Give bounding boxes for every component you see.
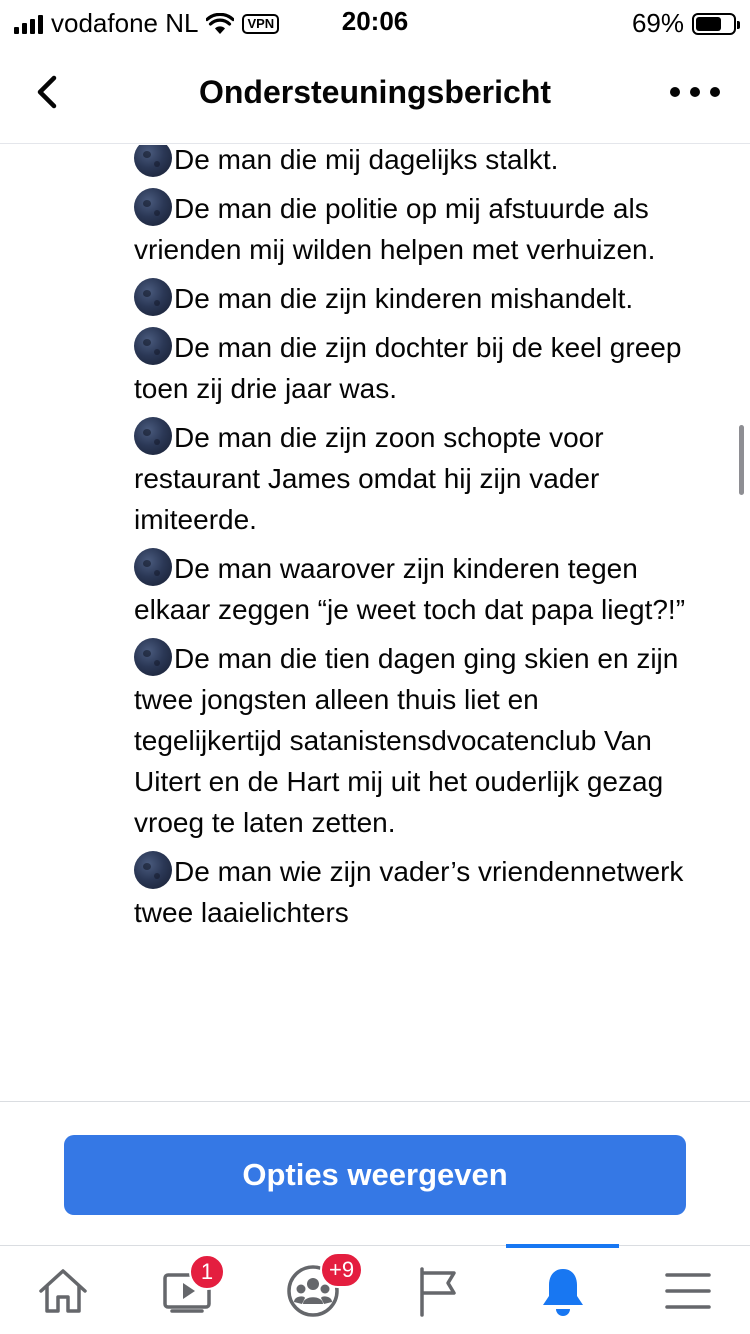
flag-icon [416,1265,460,1317]
tab-pages[interactable] [375,1246,500,1334]
hamburger-menu-icon [664,1271,712,1311]
paragraph-text: De man wie zijn vader’s vriendennetwerk twee laaielichters [134,856,684,928]
navigation-header [0,44,750,144]
paragraph-text: De man die politie op mij afstuurde als vrienden mij wilden helpen met verhuizen. [134,193,656,265]
new-moon-emoji-icon [134,548,172,586]
new-moon-emoji-icon [134,851,172,889]
paragraph-text: De man die mij dagelijks stalkt. [174,145,559,175]
carrier-name: vodafone NL [51,8,199,38]
paragraph [134,278,694,319]
new-moon-emoji-icon [134,417,172,455]
new-moon-emoji-icon [134,145,172,177]
home-icon [37,1267,89,1315]
battery-level [696,17,721,31]
battery-percentage: 69% [631,8,684,38]
paragraph-text: De man die tien dagen ging skien en zijn twee jongsten alleen thuis liet en tegelijkertijd satanistensdvocatenclub Van Uitert en de Hart mij uit het ouderlijk gezag vroeg te laten zetten. [134,643,679,838]
tab-menu[interactable] [625,1246,750,1334]
page-title: Ondersteuningsbericht [198,74,552,110]
new-moon-emoji-icon [134,188,172,226]
paragraph-text: De man waarover zijn kinderen tegen elkaar zeggen “je weet toch dat papa liegt?!” [134,553,686,625]
more-options-button[interactable] [670,74,720,110]
vpn-badge: VPN [242,14,279,34]
show-options-button[interactable]: Opties weergeven [64,1135,686,1215]
new-moon-emoji-icon [134,278,172,316]
paragraph-text: De man die zijn kinderen mishandelt. [174,283,634,314]
new-moon-emoji-icon [134,638,172,676]
paragraph [134,145,694,180]
paragraph [134,188,694,270]
paragraph-list [134,145,694,941]
bell-icon [540,1265,586,1317]
paragraph [134,851,694,933]
cellular-signal-icon [14,14,43,34]
status-bar [0,0,750,44]
status-right [632,8,736,39]
tab-notifications[interactable] [500,1246,625,1334]
battery-icon [692,13,736,35]
more-dot [690,87,700,97]
tab-groups[interactable] [250,1246,375,1334]
more-dot [710,87,720,97]
tab-watch[interactable] [125,1246,250,1334]
clock: 20:06 [341,6,409,36]
tab-bar [0,1245,750,1334]
notification-badge: 1 [189,1254,225,1290]
paragraph [134,417,694,540]
paragraph [134,548,694,630]
wifi-icon [206,13,234,35]
footer-actions [0,1101,750,1245]
tab-home[interactable] [0,1246,125,1334]
paragraph-text: De man die zijn dochter bij de keel greep toen zij drie jaar was. [134,332,682,404]
paragraph-text: De man die zijn zoon schopte voor restaurant James omdat hij zijn vader imiteerde. [134,422,604,535]
scrollbar[interactable] [739,425,744,495]
paragraph [134,638,694,843]
more-dots-icon [670,87,680,97]
notification-badge: +9 [320,1252,363,1288]
status-left [14,8,279,39]
message-content[interactable] [0,145,750,1101]
new-moon-emoji-icon [134,327,172,365]
paragraph [134,327,694,409]
